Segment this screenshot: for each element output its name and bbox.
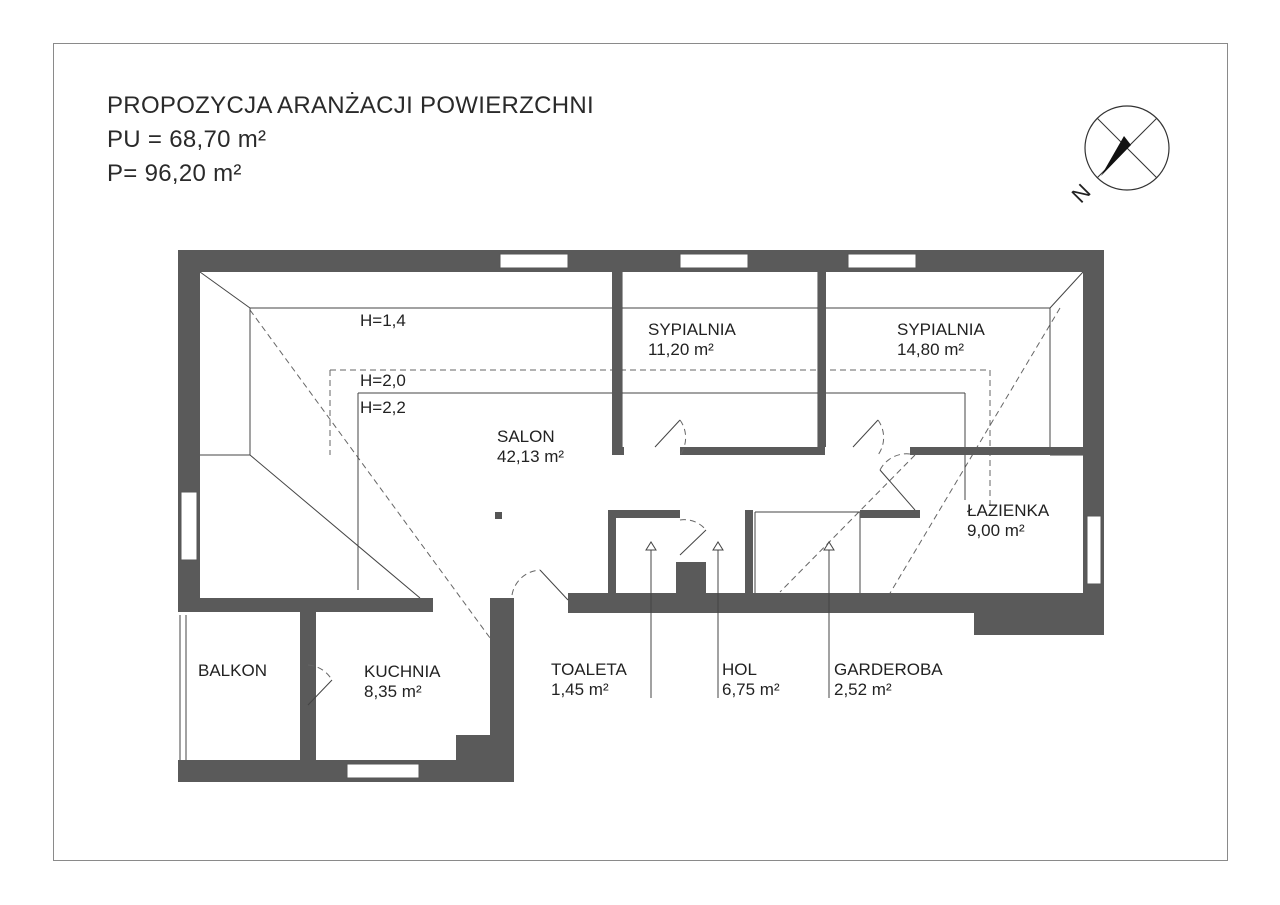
height-label-1: H=1,4 [360,311,406,330]
room-name: SALON [497,427,555,446]
room-area: 2,52 m² [834,680,892,699]
slope-lines [250,308,1060,668]
room-name: SYPIALNIA [897,320,985,339]
room-area: 8,35 m² [364,682,422,701]
column-marker [495,512,502,519]
room-name: TOALETA [551,660,627,679]
plan-title: PROPOZYCJA ARANŻACJI POWIERZCHNI [107,92,594,119]
room-bedroom-2 [897,320,985,360]
room-kitchen [364,662,441,702]
compass-icon [1085,106,1169,190]
room-salon [497,427,564,467]
room-toilet [551,660,627,700]
room-area: 9,00 m² [967,521,1025,540]
usable-area: PU = 68,70 m² [107,126,267,153]
room-area: 1,45 m² [551,680,609,699]
room-area: 6,75 m² [722,680,780,699]
room-area: 11,20 m² [648,340,714,359]
room-bedroom-1 [648,320,736,360]
compass-label: N [1066,178,1096,208]
room-name: GARDEROBA [834,660,943,679]
room-name: SYPIALNIA [648,320,736,339]
room-name: BALKON [198,661,267,680]
height-label-3: H=2,2 [360,398,406,417]
room-balcony [198,661,267,681]
room-name: KUCHNIA [364,662,441,681]
room-area: 42,13 m² [497,447,565,466]
room-hall [722,660,780,700]
total-area: P= 96,20 m² [107,160,242,187]
room-bathroom [967,501,1049,541]
room-name: HOL [722,660,757,679]
room-area: 14,80 m² [897,340,965,359]
height-label-2: H=2,0 [360,371,406,390]
room-wardrobe [834,660,943,700]
room-name: ŁAZIENKA [967,501,1050,520]
